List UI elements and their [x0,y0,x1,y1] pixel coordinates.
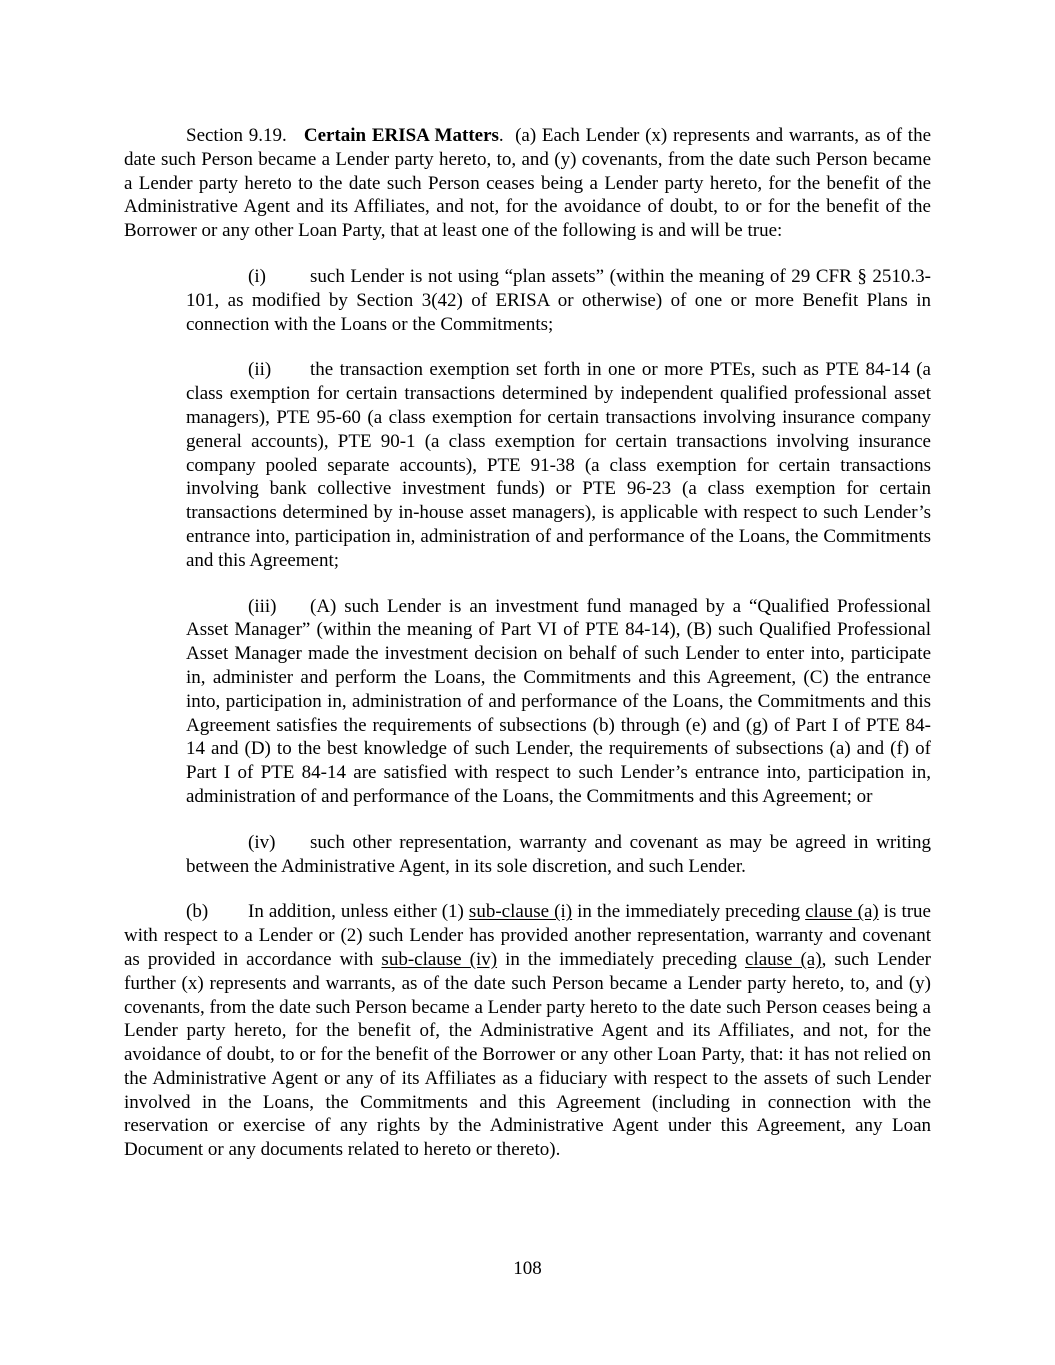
clause-i-label: (i) [248,265,266,287]
clause-iii [186,595,931,809]
clause-iv-text: such other representation, warranty and covenant as may be agreed in writing between the Administrative Agent, in its sole discretion, and such Lender. [186,831,931,877]
sub-clause-i-reference: sub-clause (i) [468,901,573,923]
paragraph-b-text-3: is true with respect to a Lender or (2) such Lender has provided another representation, warranty and covenant as provided in accordance with [124,901,931,970]
section-intro-text: (a) Each Lender (x) represents and warrants, as of the date such Person became a Lender party hereto, to, and (y) covenants, from the date such Person became a Lender party hereto to the date such Person ceases being a Lender party hereto, for the benefit of the Administrative Agent and its Affiliates, and not, for the avoidance of doubt, to or for the benefit of the Borrower or any other Loan Party, that at least one of the following is and will be true: [124,125,932,242]
paragraph-b-text-1: In addition, unless either (1) [248,901,469,923]
clause-iv [186,831,931,879]
document-page [124,124,931,1162]
paragraph-b [124,900,931,1162]
clause-a-reference: clause (a) [805,901,879,923]
clause-iii-label: (iii) [248,595,277,617]
sub-clause-iv-reference: sub-clause (iv) [381,948,498,970]
clause-a-reference-second: clause (a) [745,948,822,970]
section-number: Section 9.19. [186,125,287,146]
clause-ii-text: the transaction exemption set forth in one or more PTEs, such as PTE 84-14 (a class exemption for certain transactions determined by independent qualified professional asset managers), PTE 95-60 (a class exemption for certain transactions involving insurance company general accounts), PTE 90-1 (a class exemption for certain transactions involving insurance company pooled separate accounts), PTE 91-38 (a class exemption for certain transactions involving bank collective investment funds) or PTE 96-23 (a class exemption for certain transactions determined by in-house asset managers), is applicable with respect to such Lender’s entrance into, participation in, administration of and performance of the Loans, the Commitments and this Agreement; [186,359,931,571]
clause-i [186,265,931,336]
paragraph-b-text-5: , such Lender further (x) represents and warrants, as of the date such Person became a Lender party hereto, to, and (y) covenants, from the date such Person became a Lender party hereto to the date such Person ceases being a Lender party hereto, for the benefit of, the Administrative Agent and its Affiliates, and not, for the avoidance of doubt, to or for the benefit of the Borrower or any other Loan Party, that: it has not relied on the Administrative Agent or any of its Affiliates as a fiduciary with respect to the assets of such Lender involved in the Loans, the Commitments and this Agreement (including in connection with the reservation or exercise of any rights by the Administrative Agent under this Agreement, any Loan Document or any documents related to hereto or thereto). [124,948,931,1161]
clause-iii-text: (A) such Lender is an investment fund managed by a “Qualified Professional Asset Manager” (within the meaning of Part VI of PTE 84-14), (B) such Qualified Professional Asset Manager made the investment decision on behalf of such Lender to enter into, participate in, administer and perform the Loans, the Commitments and this Agreement, (C) the entrance into, participation in, administration of and performance of the Loans, the Commitments and this Agreement satisfies the requirements of subsections (b) through (e) and (g) of Part I of PTE 84-14 and (D) to the best knowledge of such Lender, the requirements of subsections (a) and (f) of Part I of PTE 84-14 are satisfied with respect to such Lender’s entrance into, participation in, administration of and performance of the Loans, the Commitments and this Agreement; or [186,595,931,807]
clause-ii-label: (ii) [248,359,272,381]
page-number: 108 [513,1258,542,1279]
clause-i-text: such Lender is not using “plan assets” (within the meaning of 29 CFR § 2510.3-101, as modified by Section 3(42) of ERISA or otherwise) of one or more Benefit Plans in connection with the Loans or the Commitments; [186,265,931,335]
section-title: Certain ERISA Matters [303,125,499,146]
clause-iv-label: (iv) [248,831,276,853]
paragraph-b-text-2: in the immediately preceding [572,901,806,923]
clause-ii [186,358,931,572]
paragraph-b-label: (b) [186,901,209,923]
section-title-suffix: . [498,125,504,146]
section-9-19-paragraph [124,124,931,243]
paragraph-b-text-4: in the immediately preceding [497,948,745,970]
